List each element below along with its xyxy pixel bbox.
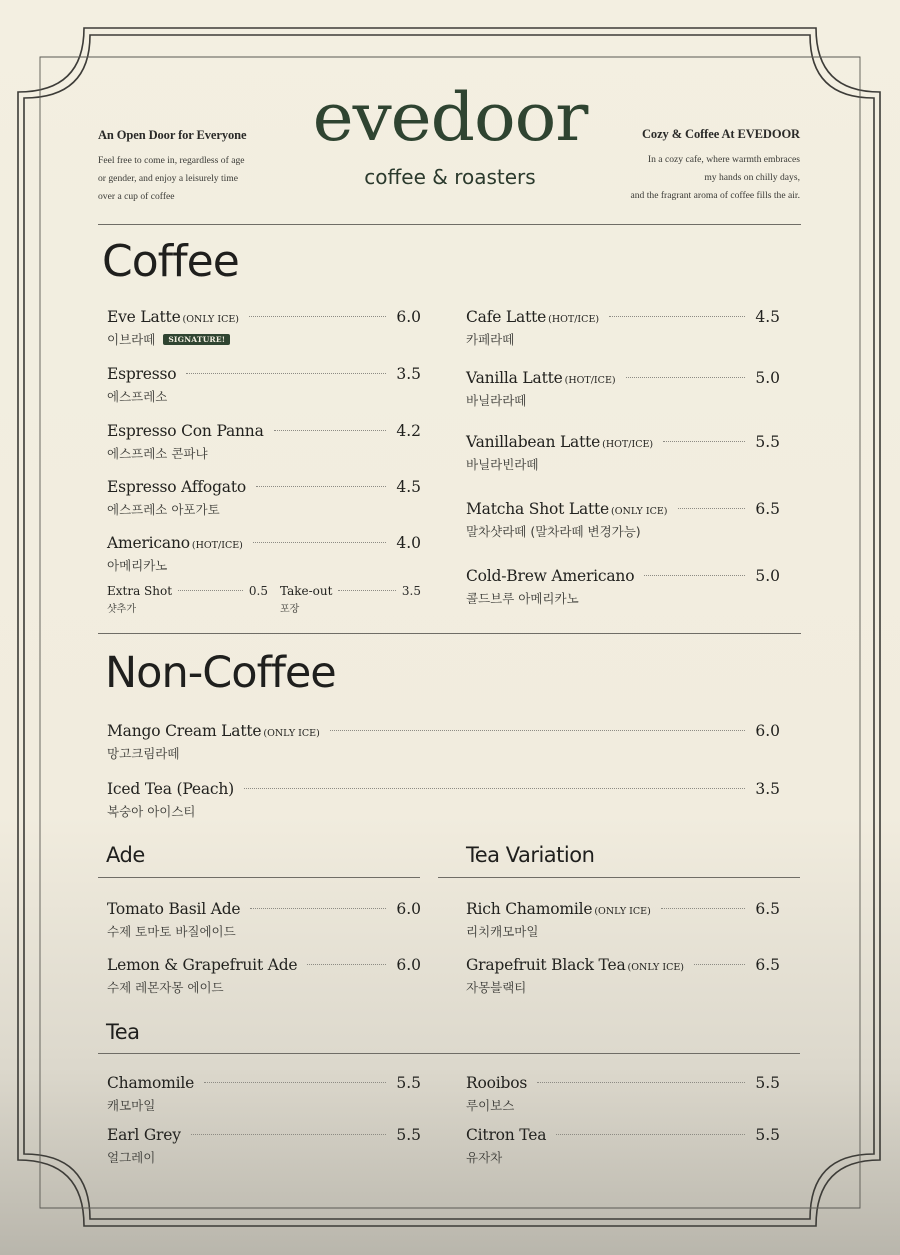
item-note: (ONLY ICE) [263,728,320,739]
item-note: (HOT/ICE) [564,375,616,386]
menu-item [466,500,780,540]
item-note: (ONLY ICE) [594,906,651,917]
item-korean: 에스프레소 콘파냐 [107,446,208,461]
item-korean: 에스프레소 [107,389,168,404]
tea-divider [98,1053,800,1054]
item-name: Vanilla Latte [466,369,563,387]
noncoffee-title: Non-Coffee [105,648,336,698]
header-right-line: and the fragrant aroma of coffee fills the air. [630,190,800,201]
leader-dots [249,316,386,317]
item-name: Iced Tea (Peach) [107,780,235,798]
menu-item [107,1074,421,1114]
item-note: (HOT/ICE) [191,540,243,551]
menu-item [466,433,780,473]
coffee-title: Coffee [102,236,239,287]
item-price: 5.5 [755,1074,780,1092]
item-price: 4.5 [396,478,421,496]
item-name: Grapefruit Black Tea [466,956,626,974]
item-korean: 캐모마일 [107,1098,156,1113]
item-korean: 이브라떼 [107,332,156,347]
item-name: Cold-Brew Americano [466,567,635,585]
menu-item [466,900,780,940]
leader-dots [661,908,746,909]
header-left-text [98,152,283,206]
extra-name: Take-out [280,584,333,598]
extra-item [107,584,268,615]
menu-item [107,900,421,940]
item-name: Citron Tea [466,1126,547,1144]
item-name: Espresso [107,365,177,383]
ade-title: Ade [106,843,145,867]
menu-item [107,365,421,405]
menu-item [107,422,421,462]
item-korean: 에스프레소 아포가토 [107,502,220,517]
item-korean: 복숭아 아이스티 [107,804,196,819]
item-price: 6.0 [396,308,421,326]
item-korean: 망고크림라떼 [107,746,180,761]
leader-dots [678,508,746,509]
item-price: 4.0 [396,534,421,552]
section-divider [98,633,801,634]
menu-item [107,308,421,348]
item-price: 4.2 [396,422,421,440]
header-right-line: In a cozy cafe, where warmth embraces [647,154,800,165]
leader-dots [330,730,746,731]
menu-item [466,369,780,409]
menu-item [107,956,421,996]
menu-item [107,722,780,762]
item-name: Rich Chamomile [466,900,593,918]
item-korean: 루이보스 [466,1098,515,1113]
extra-item [280,584,421,615]
item-price: 5.5 [396,1074,421,1092]
item-price: 6.0 [396,956,421,974]
menu-item [466,1126,780,1166]
logo [300,79,600,189]
leader-dots [250,908,386,909]
leader-dots [204,1082,386,1083]
item-korean: 바닐라라떼 [466,393,527,408]
item-korean: 자몽블랙티 [466,980,527,995]
extra-price: 0.5 [248,584,268,598]
item-price: 5.0 [755,567,780,585]
tea-variation-title: Tea Variation [466,843,595,867]
logo-wordmark: evedoor [312,79,588,156]
item-note: (ONLY ICE) [627,962,684,973]
leader-dots [244,788,745,789]
header-right-line: my hands on chilly days, [704,172,800,183]
menu-item [466,308,780,348]
header-left-line: over a cup of coffee [98,191,175,202]
item-price: 6.0 [396,900,421,918]
item-name: Earl Grey [107,1126,181,1144]
leader-dots [178,590,243,591]
extra-price: 3.5 [401,584,421,598]
signature-badge: SIGNATURE! [163,334,230,345]
item-korean: 수제 레몬자몽 에이드 [107,980,224,995]
item-name: Espresso Affogato [107,478,246,496]
item-name: Mango Cream Latte [107,722,262,740]
item-korean: 바닐라빈라떼 [466,457,539,472]
leader-dots [537,1082,745,1083]
item-price: 6.5 [755,956,780,974]
leader-dots [307,964,386,965]
item-korean: 카페라떼 [466,332,515,347]
item-name: Cafe Latte [466,308,547,326]
item-price: 6.5 [755,500,780,518]
item-note: (HOT/ICE) [548,314,600,325]
item-korean: 유자차 [466,1150,503,1165]
item-note: (ONLY ICE) [611,506,668,517]
logo-subtitle: coffee & roasters [364,165,536,189]
leader-dots [644,575,745,576]
header-left-line: or gender, and enjoy a leisurely time [98,173,239,184]
item-korean: 얼그레이 [107,1150,156,1165]
item-price: 3.5 [755,780,780,798]
item-name: Matcha Shot Latte [466,500,610,518]
leader-dots [274,430,387,431]
item-name: Rooibos [466,1074,528,1092]
extra-name: Extra Shot [107,584,173,598]
item-price: 5.5 [755,1126,780,1144]
item-price: 6.0 [755,722,780,740]
item-price: 5.5 [755,433,780,451]
item-name: Eve Latte [107,308,181,326]
menu-item [107,478,421,518]
item-korean: 아메리카노 [107,558,168,573]
item-note: (HOT/ICE) [602,439,654,450]
header-right-text [598,151,800,205]
extra-korean: 샷추가 [107,604,136,615]
item-name: Americano [107,534,190,552]
header-right-title: Cozy & Coffee At EVEDOOR [642,127,800,141]
item-name: Lemon & Grapefruit Ade [107,956,298,974]
item-note: (ONLY ICE) [182,314,240,325]
leader-dots [191,1134,387,1135]
item-price: 5.5 [396,1126,421,1144]
item-name: Espresso Con Panna [107,422,264,440]
menu-item [466,956,780,996]
item-name: Vanillabean Latte [466,433,601,451]
item-price: 6.5 [755,900,780,918]
menu-item [466,1074,780,1114]
header-left [98,128,283,206]
leader-dots [663,441,745,442]
header-right [598,127,800,205]
extra-korean: 포장 [280,604,300,615]
leader-dots [694,964,745,965]
menu-item [107,534,421,574]
item-price: 5.0 [755,369,780,387]
item-name: Tomato Basil Ade [107,900,241,918]
leader-dots [556,1134,745,1135]
header-left-line: Feel free to come in, regardless of age [98,155,245,166]
menu-item [107,780,780,820]
item-korean: 콜드브루 아메리카노 [466,591,579,606]
header-left-title: An Open Door for Everyone [98,128,247,142]
leader-dots [338,590,395,591]
item-korean: 말차샷라떼 (말차라떼 변경가능) [466,524,641,539]
leader-dots [186,373,386,374]
header-divider [98,224,801,225]
item-price: 4.5 [755,308,780,326]
leader-dots [256,486,386,487]
item-price: 3.5 [396,365,421,383]
item-korean: 수제 토마토 바질에이드 [107,924,236,939]
menu-item [466,567,780,607]
tea-variation-divider [438,877,800,878]
leader-dots [626,377,746,378]
menu-item [107,1126,421,1166]
leader-dots [253,542,386,543]
ade-divider [98,877,420,878]
item-name: Chamomile [107,1074,195,1092]
leader-dots [609,316,745,317]
item-korean: 리치캐모마일 [466,924,539,939]
tea-title: Tea [106,1020,140,1044]
